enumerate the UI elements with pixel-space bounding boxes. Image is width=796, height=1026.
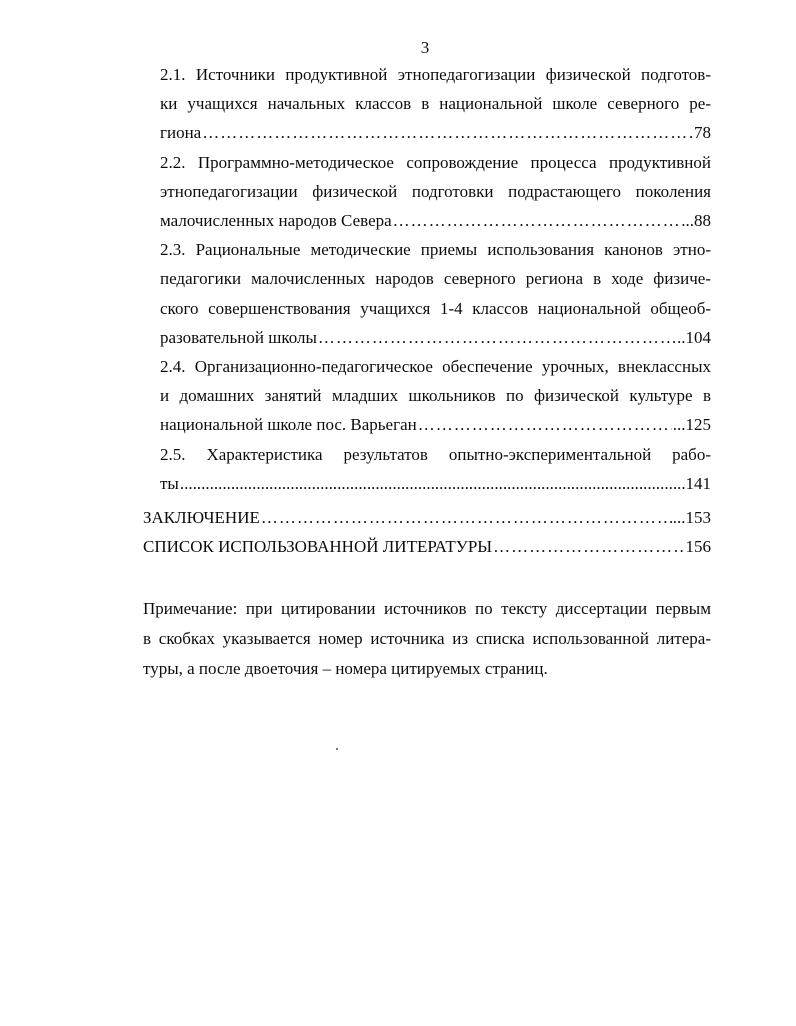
toc-entry-line: малочисленных народов Севера [160, 211, 392, 231]
toc-entry-last-line [160, 469, 711, 498]
toc-entry-last-line [160, 206, 711, 235]
note-line: Примечание: при цитировании источников по тексту диссертации первым [143, 599, 711, 618]
toc-entry-line: 2.2. Программно-методическое сопровождение процесса продуктивной [160, 152, 711, 172]
toc-entry-last-line [160, 323, 711, 352]
toc-entry-line: и домашних занятий младших школьников по физической культуре в [160, 386, 711, 406]
toc-entry-line: 2.1. Источники продуктивной этнопедагогизации физической подготов- [160, 65, 711, 84]
dot-leader [493, 537, 684, 557]
toc-entry-line: ты [160, 473, 179, 493]
toc-conclusion[interactable] [143, 508, 711, 528]
dot-leader [418, 410, 672, 439]
toc-conclusion-label: ЗАКЛЮЧЕНИЕ [143, 508, 260, 527]
toc-page-ref: ..88 [685, 211, 711, 231]
note-line: туры, а после двоеточия – номера цитируемых страниц. [143, 659, 548, 678]
scan-speck [336, 748, 338, 750]
toc-entry-line: 2.5. Характеристика результатов опытно-экспериментальной рабо- [160, 444, 711, 464]
toc-entry-line: 2.4. Организационно-педагогическое обеспечение урочных, внеклассных [160, 357, 711, 377]
toc-entry-line: педагогики малочисленных народов северного региона в ходе физиче- [160, 269, 711, 289]
toc-entry-2-2[interactable] [160, 148, 711, 236]
toc-entry-2-1[interactable] [160, 60, 711, 148]
toc-page-ref: ...125 [672, 415, 711, 435]
toc-entry-line: этнопедагогизации физической подготовки подрастающего поколения [160, 181, 711, 201]
toc-entry-last-line [160, 410, 711, 439]
toc-entry-2-3[interactable] [160, 235, 711, 352]
toc-entry-line: ки учащихся начальных классов в национальной школе северного ре- [160, 94, 711, 114]
toc-entry-line: ского совершенствования учащихся 1-4 классов национальной общеоб- [160, 298, 711, 318]
note-line: в скобках указывается номер источника из списка использованной литера- [143, 629, 711, 648]
toc-entry-line: гиона [160, 123, 202, 143]
toc-entry-2-4[interactable] [160, 352, 711, 440]
toc-entry-line: национальной школе пос. Варьеган [160, 415, 417, 435]
toc-entry-2-5[interactable] [160, 440, 711, 498]
dot-leader [261, 508, 672, 528]
citation-note [143, 594, 711, 684]
page-number: 3 [420, 38, 430, 57]
toc-page-ref: 141 [685, 473, 711, 493]
toc-entry-last-line [160, 118, 711, 147]
dot-leader [318, 323, 676, 352]
toc-entry-line: 2.3. Рациональные методические приемы использования канонов этно- [160, 240, 711, 260]
toc-references[interactable] [143, 537, 711, 557]
toc-page-ref: ..104 [677, 327, 711, 347]
toc-page-ref: 78 [694, 123, 711, 143]
toc-references-label: СПИСОК ИСПОЛЬЗОВАННОЙ ЛИТЕРАТУРЫ [143, 537, 493, 556]
dot-leader [202, 118, 693, 147]
toc-page-ref: 156 [685, 537, 711, 556]
table-of-contents [160, 60, 711, 498]
dot-leader [393, 206, 685, 235]
toc-entry-line: разовательной школы [160, 327, 317, 347]
dot-leader [180, 469, 685, 498]
toc-page-ref: ...153 [672, 508, 711, 527]
